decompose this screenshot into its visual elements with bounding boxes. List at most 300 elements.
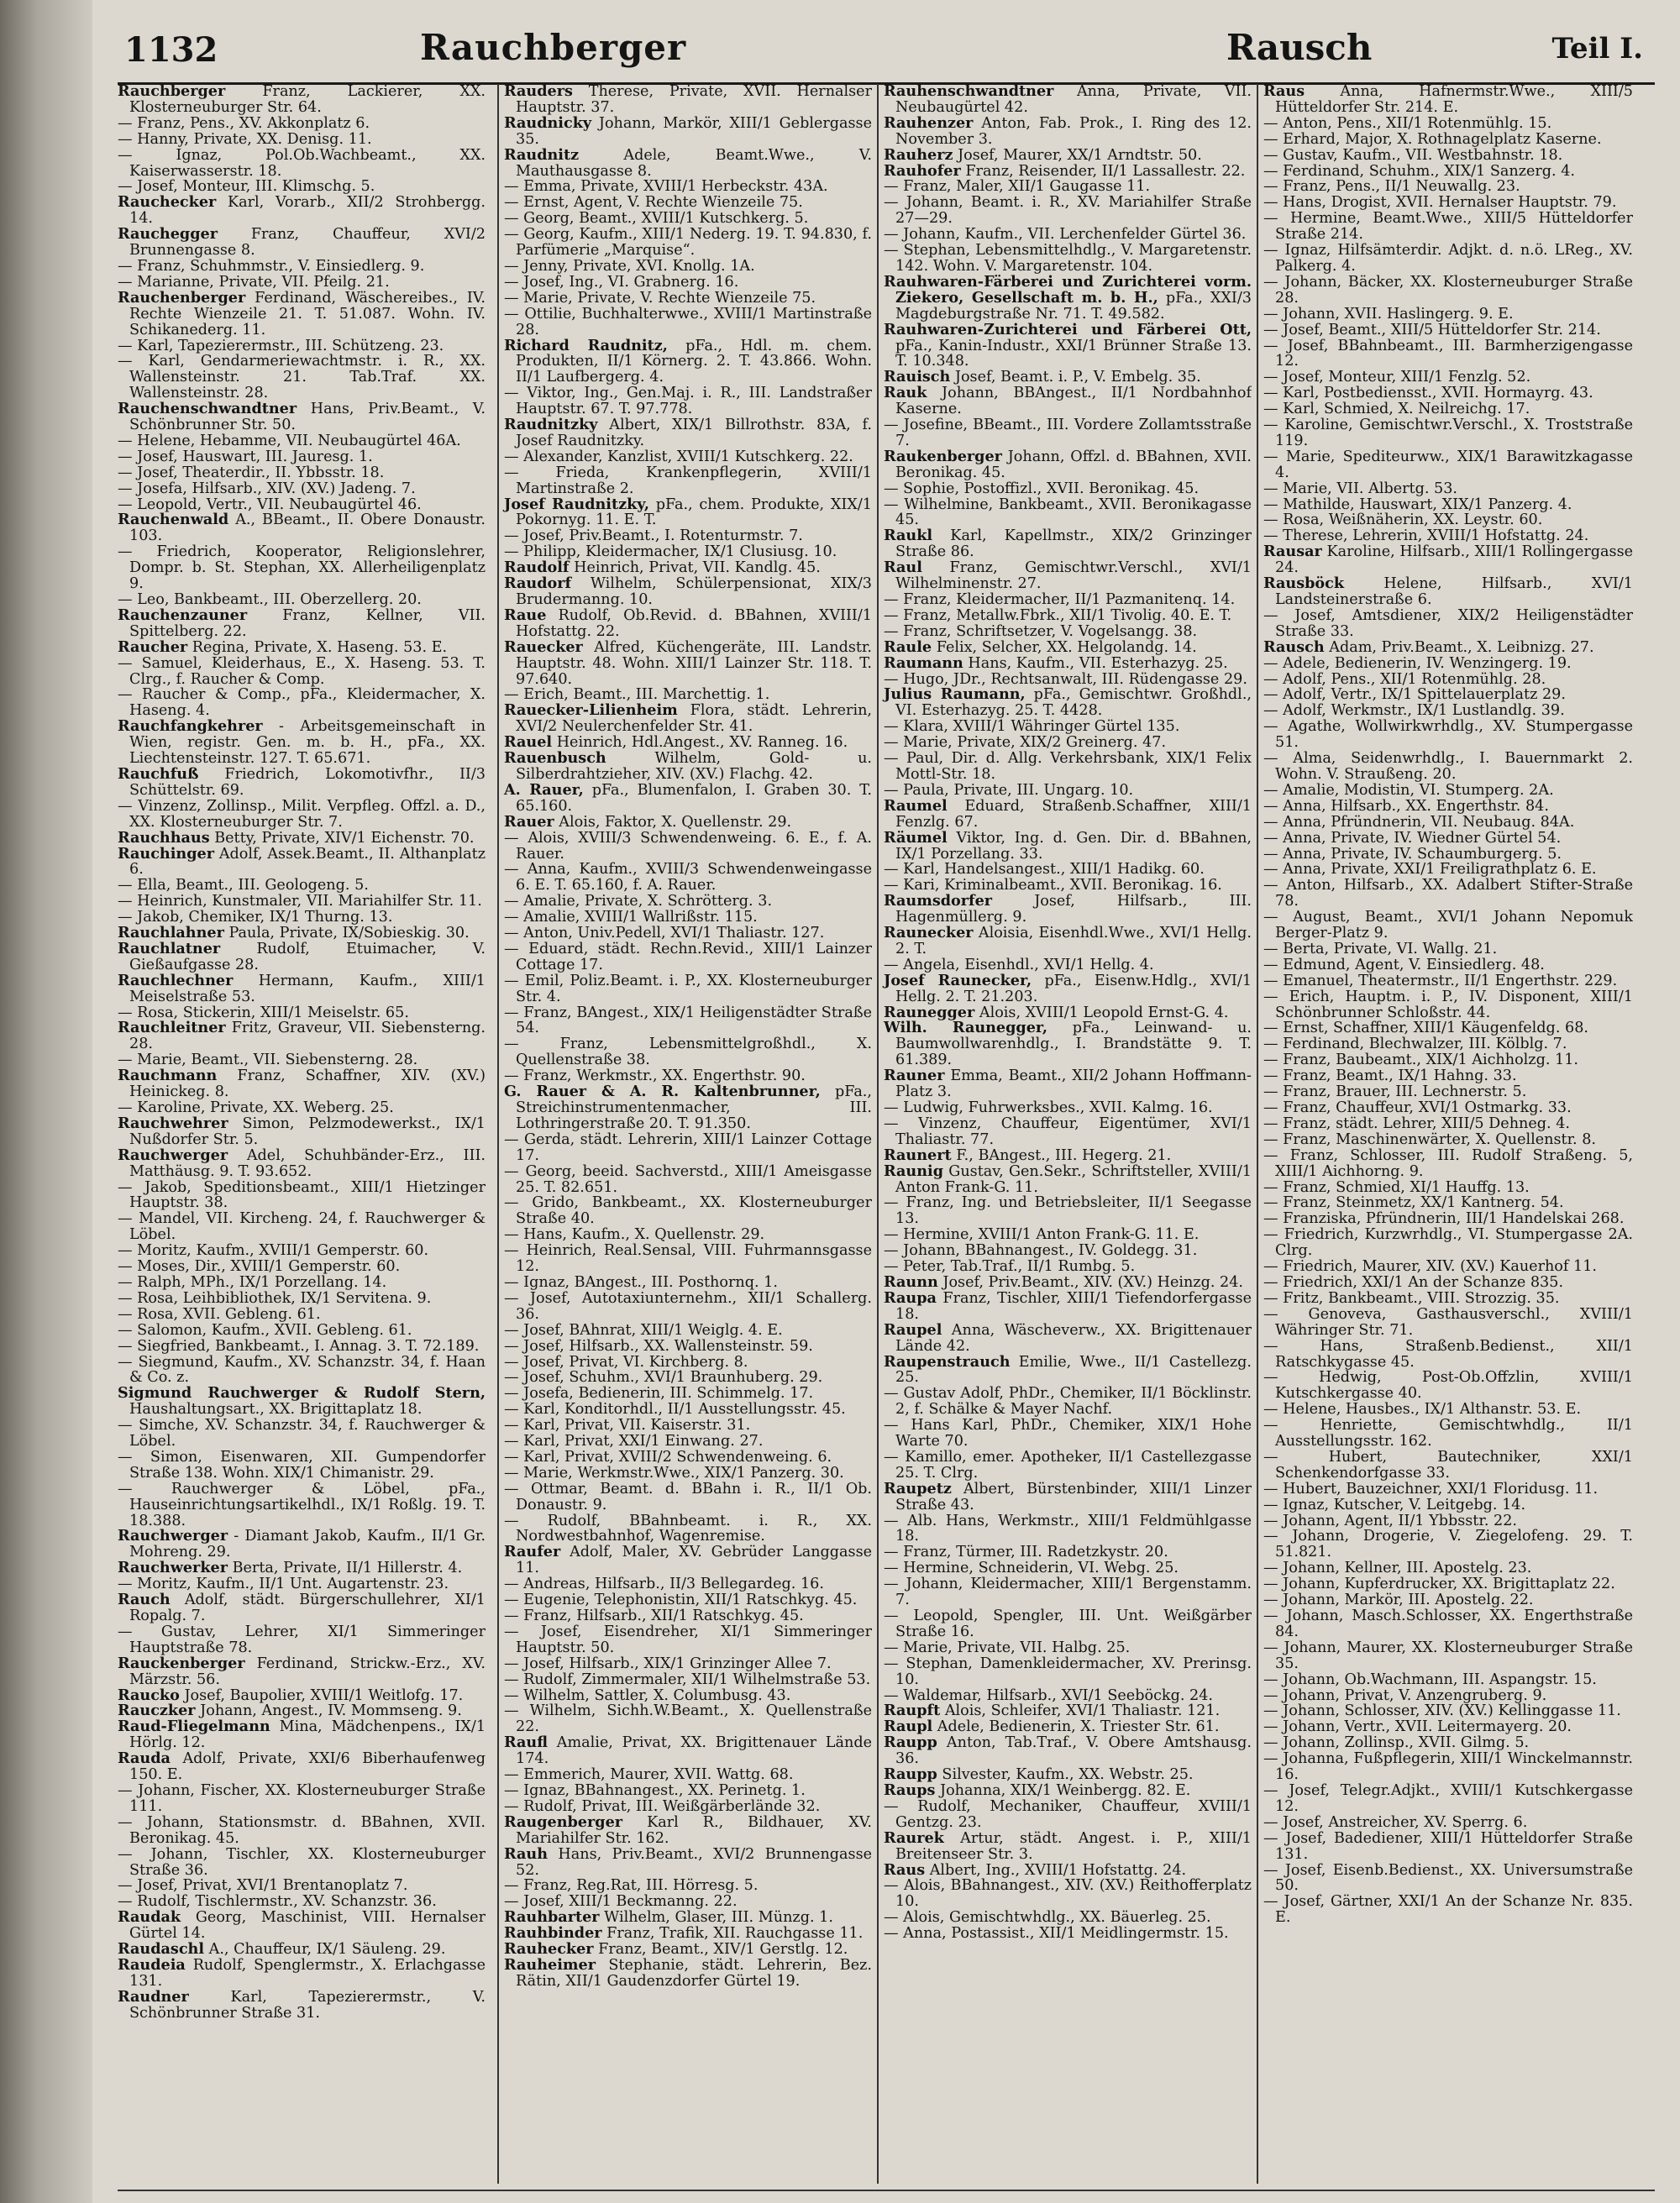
entry-details: — Amalie, Modistin, VI. Stumperg. 2A. — [1263, 781, 1554, 799]
entry-details: — Simon, Eisenwaren, XII. Gumpendorfer Straße 138. Wohn. XIX/1 Chimanistr. 29. — [118, 1448, 486, 1482]
entry-details: Heinrich, Hdl.Angest., XV. Ranneg. 16. — [556, 734, 848, 752]
directory-entry — [118, 608, 486, 640]
right-running-head: Rausch — [1226, 27, 1373, 68]
directory-entry — [504, 338, 872, 386]
directory-entry — [504, 576, 872, 608]
directory-entry — [1263, 1275, 1633, 1291]
directory-entry — [884, 84, 1252, 116]
entry-details: — Therese, Lehrerin, XVIII/1 Hofstattg. 24. — [1263, 527, 1589, 545]
directory-entry — [1263, 1132, 1633, 1148]
entry-surname: Raumel — [884, 796, 948, 815]
entry-details: — Johann, Fischer, XX. Klosterneuburger Straße 111. — [118, 1781, 486, 1815]
directory-entry — [504, 1812, 872, 1847]
directory-entry — [1263, 1084, 1633, 1100]
entry-details: — Eugenie, Telephonistin, XII/1 Ratschkyg. 45. — [504, 1592, 858, 1609]
entry-details: Josef, Baupolier, XVIII/1 Weitlofg. 17. — [184, 1686, 464, 1704]
entry-details: — Johann, Drogerie, V. Ziegelofeng. 29. T. 51.821. — [1263, 1528, 1633, 1561]
directory-entry — [884, 370, 1252, 386]
directory-entry — [884, 1479, 1252, 1513]
directory-entry — [1263, 910, 1633, 942]
entry-surname: Rauk — [884, 384, 927, 402]
entry-details: — Grido, Bankbeamt., XX. Klosterneuburger Straße 40. — [504, 1194, 872, 1228]
entry-details: — Josef, XIII/1 Beckmanng. 22. — [504, 1893, 738, 1911]
entry-surname: Rauecker — [504, 637, 583, 656]
entry-details: — Franz, Beamt., IX/1 Hahng. 33. — [1263, 1067, 1517, 1085]
entry-details: — Franz, Baubeamt., XIX/1 Aichholzg. 11. — [1263, 1052, 1579, 1069]
entry-details: — Friedrich, Maurer, XIV. (XV.) Kauerhof 11. — [1263, 1258, 1597, 1276]
entry-details: Wilhelm, Gold- u. Silberdrahtzieher, XIV. (XV.) Flachg. 42. — [516, 750, 872, 783]
directory-entry — [1263, 1863, 1633, 1895]
entry-surname: Rauchberger — [118, 84, 226, 100]
directory-entry — [1263, 1783, 1633, 1815]
entry-details: — Rudolf, BBahnbeamt. i. R., XX. Nordwestbahnhof, Wagenremise. — [504, 1512, 872, 1545]
column-2 — [497, 84, 872, 2184]
entry-details: A., BBeamt., II. Obere Donaustr. 103. — [129, 511, 486, 545]
entry-surname: Raud-Fliegelmann — [118, 1718, 270, 1736]
entry-details: Anna, Wäscheverw., XX. Brigittenauer Lände 42. — [895, 1321, 1252, 1355]
entry-details: — Salomon, Kaufm., XVII. Gebleng. 61. — [118, 1321, 412, 1339]
entry-details: Johann, Markör, XIII/1 Geblergasse 35. — [516, 114, 872, 148]
entry-surname: Rauenbusch — [504, 749, 606, 768]
entry-details: — Johann, Stationsmstr. d. BBahnen, XVII. Beronikag. 45. — [118, 1813, 486, 1847]
directory-entry — [884, 113, 1252, 148]
entry-surname: Rauchegger — [118, 225, 218, 244]
entry-surname: Raupa — [884, 1288, 937, 1307]
directory-entry — [504, 608, 872, 640]
entry-details: — Sophie, Postoffizl., XVII. Beronikag. 45. — [884, 480, 1200, 497]
entry-details: — Johann, Vertr., XVII. Leitermayerg. 20. — [1263, 1718, 1572, 1736]
directory-entry — [504, 1450, 872, 1466]
entry-details: — Adolf, Pens., XII/1 Rotenmühlg. 28. — [1263, 670, 1546, 688]
entry-details: — Anna, Private, XXI/1 Freiligrathplatz 6. E. — [1263, 861, 1597, 879]
entry-details: Franz, Kellner, VII. Spittelberg. 22. — [129, 606, 486, 640]
directory-entry — [504, 831, 872, 863]
entry-details: — Peter, Tab.Traf., II/1 Rumbg. 5. — [884, 1258, 1136, 1276]
entry-surname: Rausar — [1263, 543, 1322, 561]
entry-details: — Josef, Privat, VI. Kirchberg. 8. — [504, 1353, 748, 1371]
directory-entry — [884, 735, 1252, 751]
entry-surname: Rauer — [504, 812, 554, 831]
entry-surname: Rauecker-Lilienheim — [504, 701, 678, 720]
entry-details: — Anton, Pens., XII/1 Rotenmühlg. 15. — [1263, 114, 1552, 132]
directory-entry — [504, 465, 872, 497]
entry-details: — Franz, Metallw.Fbrk., XII/1 Tivolig. 40. E. T. — [884, 606, 1232, 624]
entry-surname: Rauchenschwandtner — [118, 400, 297, 418]
directory-entry — [1263, 323, 1633, 338]
entry-surname: Räumel — [884, 828, 948, 847]
directory-entry — [884, 1560, 1252, 1576]
directory-entry — [504, 1402, 872, 1418]
entry-surname: Raudorf — [504, 574, 572, 593]
entry-surname: Rauchfangkehrer — [118, 717, 263, 736]
entry-details: — Anna, Private, IV. Schaumburgerg. 5. — [1263, 845, 1562, 863]
directory-entry — [884, 973, 1252, 1005]
bottom-rule — [118, 2190, 1655, 2191]
directory-entry — [1263, 1195, 1633, 1211]
entry-surname: Rauhwaren-Färberei und Zurichterei vorm. Ziekero, Gesellschaft m. b. H., — [884, 272, 1252, 307]
directory-entry — [118, 1386, 486, 1418]
entry-surname: Rauhenschwandtner — [884, 84, 1054, 100]
entry-details: — Franz, Türmer, III. Radetzkystr. 20. — [884, 1544, 1168, 1561]
entry-details: — Franz, Werkmstr., XX. Engerthstr. 90. — [504, 1067, 806, 1085]
entry-surname: Rauchenzauner — [118, 606, 248, 624]
entry-surname: Raus — [884, 1860, 926, 1879]
entry-details: — Mandel, VII. Kircheng. 24, f. Rauchwerger & Löbel. — [118, 1210, 486, 1244]
entry-details: — Rudolf, Mechaniker, Chauffeur, XVIII/1 Gentzg. 23. — [884, 1797, 1252, 1831]
entry-details: — Marie, Werkmstr.Wwe., XIX/1 Panzerg. 30. — [504, 1464, 844, 1482]
directory-entry — [118, 1116, 486, 1148]
entry-details: Aloisia, Eisenhdl.Wwe., XVI/1 Hellg. 2. T. — [895, 925, 1252, 957]
entry-details: pFa., Eisenw.Hdlg., XVI/1 Hellg. 2. T. 21.203. — [895, 972, 1252, 1005]
directory-entry — [504, 259, 872, 275]
directory-entry — [1263, 1020, 1633, 1036]
directory-entry — [1263, 1482, 1633, 1498]
entry-details: pFa., Kanin-Industr., XXI/1 Brünner Straße 13. T. 10.348. — [895, 337, 1252, 370]
directory-entry — [504, 1355, 872, 1371]
entry-details: — Anna, Private, IV. Wiedner Gürtel 54. — [1263, 829, 1562, 847]
directory-entry — [118, 1576, 486, 1592]
directory-entry — [504, 497, 872, 529]
entry-surname: Raupel — [884, 1320, 942, 1339]
entry-details: — Johann, Kupferdrucker, XX. Brigittaplatz 22. — [1263, 1576, 1615, 1593]
entry-details: — Friedrich, Kooperator, Religionslehrer, Dompr. b. St. Stephan, XX. Allerheiligenplatz 9. — [118, 543, 486, 593]
directory-entry — [884, 1513, 1252, 1545]
directory-entry — [884, 227, 1252, 243]
directory-entry — [1263, 417, 1633, 449]
entry-details: Adolf, Maler, XV. Gebrüder Langgasse 11. — [516, 1544, 872, 1577]
entry-details: Mina, Mädchenpens., IX/1 Hörlg. 12. — [129, 1718, 486, 1752]
entry-details: — Karl, Tapezierermstr., III. Schützeng. 23. — [118, 337, 444, 354]
entry-details: — Johann, XVII. Haslingerg. 9. E. — [1263, 305, 1514, 323]
entry-details: — Karl, Handelsangest., XIII/1 Hadikg. 60. — [884, 861, 1205, 879]
directory-entry — [884, 1640, 1252, 1656]
directory-entry — [1263, 544, 1633, 576]
entry-details: Josef, Beamt. i. P., V. Embelg. 35. — [954, 369, 1201, 386]
entry-details: — Anton, Univ.Pedell, XVI/1 Thaliastr. 127. — [504, 925, 825, 942]
entry-details: — Josef, Hilfsarb., XIX/1 Grinzinger Allee 7. — [504, 1655, 832, 1672]
entry-details: — Johann, Schlosser, XIV. (XV.) Kellinggasse 11. — [1263, 1702, 1621, 1720]
directory-entry — [504, 1084, 872, 1132]
directory-entry — [504, 1703, 872, 1735]
entry-surname: Rauchmann — [118, 1067, 218, 1085]
directory-entry — [884, 751, 1252, 783]
entry-details: — Josefa, Hilfsarb., XIV. (XV.) Jadeng. 7. — [118, 480, 416, 497]
entry-details: — Ralph, MPh., IX/1 Porzellang. 14. — [118, 1273, 387, 1291]
directory-entry — [1263, 1036, 1633, 1052]
directory-entry — [1263, 799, 1633, 815]
entry-details: — Karl, Privat, VII. Kaiserstr. 31. — [504, 1417, 751, 1435]
directory-entry — [118, 354, 486, 401]
entry-surname: Raufer — [504, 1543, 561, 1561]
directory-entry — [1263, 1116, 1633, 1132]
entry-surname: Raucko — [118, 1686, 180, 1704]
entry-details: Adolf, städt. Bürgerschullehrer, XI/1 Ropalg. 7. — [129, 1592, 486, 1624]
directory-entry — [118, 227, 486, 259]
entry-details: Georg, Maschinist, VIII. Hernalser Gürtel 14. — [129, 1909, 486, 1943]
entry-details: — Josef, Beamt., XIII/5 Hütteldorfer Str. 214. — [1263, 321, 1601, 338]
entry-details: — Franz, Reg.Rat, III. Hörresg. 5. — [504, 1877, 759, 1895]
entry-details: Flora, städt. Lehrerin, XVI/2 Neulerchenfelder Str. 41. — [516, 702, 872, 736]
directory-entry — [504, 942, 872, 973]
directory-entry — [118, 764, 486, 799]
directory-entry — [1263, 307, 1633, 323]
entry-surname: Rausch — [1263, 637, 1325, 656]
entry-details: — Klara, XVIII/1 Währinger Gürtel 135. — [884, 718, 1180, 736]
entry-details: Rudolf, Etuimacher, V. Gießaufgasse 28. — [129, 940, 486, 973]
directory-entry — [504, 894, 872, 910]
directory-entry — [1263, 1259, 1633, 1275]
directory-entry — [884, 1735, 1252, 1767]
directory-entry — [118, 1275, 486, 1291]
directory-entry — [884, 894, 1252, 926]
entry-details: — Franz, BAngest., XIX/1 Heiligenstädter Straße 54. — [504, 1004, 872, 1037]
entry-details: Hans, Kaufm., VII. Esterhazyg. 25. — [968, 654, 1228, 672]
directory-entry — [504, 1735, 872, 1767]
entry-details: pFa., chem. Produkte, XIX/1 Pokornyg. 11. E. T. — [516, 496, 872, 529]
directory-entry — [118, 1180, 486, 1212]
entry-details: — Karl, Privat, XVIII/2 Schwendenweing. 6. — [504, 1448, 832, 1466]
directory-entry — [118, 1751, 486, 1783]
directory-entry — [1263, 1052, 1633, 1068]
directory-entry — [118, 1955, 486, 1990]
directory-entry — [884, 1608, 1252, 1640]
entry-details: Karl R., Bildhauer, XV. Mariahilfer Str. 162. — [516, 1813, 872, 1847]
directory-entry — [884, 1195, 1252, 1227]
entry-details: — Hans Karl, PhDr., Chemiker, XIX/1 Hohe Warte 70. — [884, 1417, 1252, 1450]
directory-entry — [1263, 1529, 1633, 1560]
directory-entry — [1263, 84, 1633, 116]
directory-entry — [1263, 243, 1633, 275]
entry-details: — Hanny, Private, XX. Denisg. 11. — [118, 130, 372, 148]
directory-entry — [504, 449, 872, 465]
directory-entry — [1263, 1608, 1633, 1640]
entry-details: Franz, Chauffeur, XVI/2 Brunnengasse 8. — [129, 226, 486, 260]
entry-details: — Karl, Privat, XXI/1 Einwang. 27. — [504, 1433, 764, 1450]
entry-details: — Johanna, Fußpflegerin, XIII/1 Winckelmannstr. 16. — [1263, 1750, 1633, 1784]
entry-details: — Ignaz, BBahnangest., XX. Perinetg. 1. — [504, 1781, 806, 1799]
directory-entry — [884, 687, 1252, 719]
directory-entry — [504, 1672, 872, 1688]
directory-entry — [1263, 338, 1633, 370]
entry-surname: Rauhofer — [884, 161, 961, 180]
entry-details: — Moritz, Kaufm., II/1 Unt. Augartenstr. 23. — [118, 1576, 449, 1593]
directory-entry — [1263, 1672, 1633, 1688]
entry-surname: Rauchleitner — [118, 1019, 226, 1037]
entry-details: Adele, Bedienerin, X. Triester Str. 61. — [937, 1718, 1220, 1736]
entry-details: — Friedrich, XXI/1 An der Schanze 835. — [1263, 1273, 1564, 1291]
entry-details: — Anna, Postassist., XII/1 Meidlingermstr. 15. — [884, 1925, 1229, 1943]
directory-entry — [118, 338, 486, 354]
entry-details: — Fritz, Bankbeamt., VIII. Strozzig. 35. — [1263, 1289, 1560, 1307]
entry-details: Alfred, Küchengeräte, III. Landstr. Hauptstr. 48. Wohn. XIII/1 Lainzer Str. 118. T. 97.640. — [516, 638, 872, 688]
entry-details: — Moritz, Kaufm., XVIII/1 Gemperstr. 60. — [118, 1242, 429, 1260]
directory-entry — [504, 179, 872, 195]
entry-details: — Josef, Amtsdiener, XIX/2 Heiligenstädter Straße 33. — [1263, 606, 1633, 640]
entry-details: Heinrich, Privat, VII. Kandlg. 45. — [574, 559, 821, 577]
entry-surname: Raue — [504, 606, 547, 624]
entry-details: — Gerda, städt. Lehrerin, XIII/1 Lainzer Cottage 17. — [504, 1130, 872, 1164]
entry-details: — Johann, Masch.Schlosser, XX. Engerthstraße 84. — [1263, 1608, 1633, 1640]
entry-details: — Frieda, Krankenpflegerin, XVIII/1 Martinstraße 2. — [504, 464, 872, 497]
entry-details: — Hans, Drogist, XVII. Hernalser Hauptstr. 79. — [1263, 194, 1617, 212]
entry-details: — Gustav Adolf, PhDr., Chemiker, II/1 Böcklinstr. 2, f. Schälke & Mayer Nachf. — [884, 1385, 1252, 1419]
entry-details: Amalie, Privat, XX. Brigittenauer Lände 174. — [516, 1734, 872, 1768]
entry-details: — Adolf, Vertr., IX/1 Spittelauerplatz 29. — [1263, 686, 1566, 704]
entry-details: — Franz, Schmied, XI/1 Hauffg. 13. — [1263, 1178, 1530, 1196]
directory-entry — [118, 1259, 486, 1275]
entry-details: — Josef, Monteur, XIII/1 Fenzlg. 52. — [1263, 369, 1531, 386]
entry-details: — Kari, Kriminalbeamt., XVII. Beronikag. 16. — [884, 877, 1222, 894]
entry-surname: Rauchfuß — [118, 764, 199, 783]
entry-surname: Raumann — [884, 653, 963, 672]
entry-surname: Rauchlahner — [118, 924, 224, 942]
entry-details: — Jakob, Speditionsbeamt., XIII/1 Hietzinger Hauptstr. 38. — [118, 1178, 486, 1212]
entry-surname: Raudeia — [118, 1955, 186, 1974]
part-label: Teil I. — [1551, 32, 1643, 66]
entry-details: Anton, Fab. Prok., I. Ring des 12. November 3. — [895, 114, 1252, 148]
entry-surname: Rauel — [504, 733, 553, 752]
entry-surname: Rauchwerger — [118, 1146, 228, 1164]
entry-details: Franz, Beamt., XIV/1 Gerstlg. 12. — [598, 1941, 848, 1959]
directory-entry — [118, 1847, 486, 1879]
entry-details: Adolf, Private, XXI/6 Biberhaufenweg 150. E. — [129, 1750, 486, 1784]
entry-details: — Gustav, Kaufm., VII. Westbahnstr. 18. — [1263, 146, 1563, 164]
entry-details: — Siegfried, Bankbeamt., I. Annag. 3. T. 72.189. — [118, 1337, 480, 1355]
entry-surname: Raudaschl — [118, 1940, 205, 1959]
directory-entry — [1263, 608, 1633, 640]
entry-details: — Johann, Tischler, XX. Klosterneuburger Straße 36. — [118, 1845, 486, 1879]
entry-surname: Rauh — [504, 1844, 549, 1863]
entry-details: — Marie, Private, VII. Halbg. 25. — [884, 1639, 1131, 1656]
directory-entry — [884, 1227, 1252, 1243]
directory-entry — [1263, 164, 1633, 180]
directory-entry — [884, 1828, 1252, 1863]
directory-entry — [884, 1020, 1252, 1068]
directory-entry — [1263, 132, 1633, 148]
entry-surname: Rauherz — [884, 145, 953, 164]
entry-details: — Wilhelm, Sattler, X. Columbusg. 43. — [504, 1686, 791, 1704]
directory-entry — [118, 132, 486, 148]
entry-details: — Helene, Hebamme, VII. Neubaugürtel 46A. — [118, 432, 461, 449]
book-spine — [0, 0, 92, 2203]
directory-entry — [1263, 195, 1633, 211]
entry-surname: Rauisch — [884, 368, 951, 386]
directory-entry — [504, 1036, 872, 1068]
entry-details: — Stephan, Lebensmittelhdlg., V. Margaretenstr. 142. Wohn. V. Margaretenstr. 104. — [884, 242, 1252, 275]
entry-details: Betty, Private, XIV/1 Eichenstr. 70. — [214, 829, 475, 847]
directory-entry — [118, 259, 486, 275]
directory-entry — [504, 1164, 872, 1196]
directory-entry — [1263, 1894, 1633, 1926]
directory-entry — [504, 275, 872, 291]
directory-entry — [504, 1783, 872, 1799]
entry-details: — Mathilde, Hauswart, XIX/1 Panzerg. 4. — [1263, 496, 1572, 513]
entry-surname: Rauchhaus — [118, 828, 210, 847]
directory-entry — [1263, 497, 1633, 513]
directory-entry — [884, 243, 1252, 275]
entry-details: Felix, Selcher, XX. Helgolandg. 14. — [936, 638, 1197, 656]
entry-details: Adele, Beamt.Wwe., V. Mauthausgasse 8. — [516, 146, 872, 180]
directory-entry — [118, 1243, 486, 1259]
directory-entry — [118, 939, 486, 973]
directory-entry — [504, 1688, 872, 1704]
directory-entry — [504, 1370, 872, 1386]
entry-surname: Raudak — [118, 1908, 181, 1927]
directory-entry — [118, 116, 486, 132]
entry-details: pFa., Leinwand- u. Baumwollwarenhdlg., I. Brandstätte 9. T. 61.389. — [895, 1020, 1252, 1069]
entry-details: — Johann, Maurer, XX. Klosterneuburger Straße 35. — [1263, 1639, 1633, 1672]
entry-surname: Rauheimer — [504, 1955, 596, 1974]
directory-entry — [884, 1259, 1252, 1275]
entry-details: — Karl, Konditorhdl., II/1 Ausstellungsstr. 45. — [504, 1401, 846, 1419]
directory-entry — [118, 799, 486, 831]
directory-entry — [884, 1767, 1252, 1783]
entry-surname: Rauchlatner — [118, 939, 221, 957]
directory-entry — [884, 1926, 1252, 1942]
directory-entry — [884, 1288, 1252, 1323]
directory-entry — [504, 211, 872, 227]
entry-surname: Raupp — [884, 1734, 937, 1752]
entry-details: — Josef, Theaterdir., II. Ybbsstr. 18. — [118, 464, 385, 481]
directory-entry — [1263, 1307, 1633, 1339]
directory-entry — [884, 1799, 1252, 1831]
entry-details: — Josef, Autotaxiunternehm., XII/1 Schallerg. 36. — [504, 1289, 872, 1323]
directory-entry — [504, 780, 872, 815]
entry-details: — Leopold, Spengler, III. Unt. Weißgärber Straße 16. — [884, 1608, 1252, 1640]
directory-entry — [118, 465, 486, 481]
directory-entry — [118, 1291, 486, 1307]
directory-entry — [1263, 481, 1633, 497]
directory-entry — [504, 1466, 872, 1482]
entry-details: — Adele, Bedienerin, IV. Wenzingerg. 19. — [1263, 654, 1572, 672]
entry-details: Anton, Tab.Traf., V. Obere Amtshausg. 36. — [895, 1734, 1252, 1768]
entry-details: — Josef, Privat, XVI/1 Brentanoplatz 7. — [118, 1877, 408, 1895]
entry-details: Artur, städt. Angest. i. P., XIII/1 Breitenseer Str. 3. — [895, 1829, 1252, 1863]
directory-entry — [504, 528, 872, 544]
directory-entry — [884, 1860, 1252, 1879]
entry-details: — Emil, Poliz.Beamt. i. P., XX. Klosterneuburger Str. 4. — [504, 972, 872, 1005]
directory-entry — [118, 687, 486, 719]
entry-details: — Franz, Hilfsarb., XII/1 Ratschkyg. 45. — [504, 1608, 804, 1624]
directory-entry — [118, 878, 486, 894]
directory-entry — [504, 291, 872, 307]
entry-surname: Rauchenwald — [118, 511, 229, 529]
directory-entry — [1263, 862, 1633, 878]
entry-surname: Raudnitz — [504, 145, 580, 164]
directory-entry — [118, 1148, 486, 1180]
entry-details: — Georg, Kaufm., XIII/1 Nederg. 19. T. 94.830, f. Parfümerie „Marquise“. — [504, 226, 872, 260]
directory-entry — [504, 926, 872, 942]
entry-details: pFa., Streichinstrumentenmacher, III. Lothringerstraße 20. T. 91.350. — [516, 1083, 872, 1132]
entry-details: — Ella, Beamt., III. Geologeng. 5. — [118, 877, 369, 894]
directory-entry — [1263, 1751, 1633, 1783]
entry-details: Anna, Hafnermstr.Wwe., XIII/5 Hütteldorfer Str. 214. E. — [1275, 84, 1633, 116]
directory-entry — [118, 512, 486, 544]
entry-details: — Franz, Brauer, III. Lechnerstr. 5. — [1263, 1083, 1527, 1101]
directory-entry — [118, 1878, 486, 1894]
entry-details: — Karl, Postbediensst., XVII. Hormayrg. 43. — [1263, 385, 1593, 402]
directory-entry — [884, 1068, 1252, 1100]
directory-entry — [504, 1576, 872, 1592]
directory-entry — [118, 481, 486, 497]
entry-details: — Friedrich, Kurzwrhdlg., VI. Stumpergasse 2A. Clrg. — [1263, 1226, 1633, 1260]
entry-details: Helene, Hilfsarb., XVI/1 Landsteinerstraße 6. — [1275, 575, 1633, 608]
directory-entry — [1263, 401, 1633, 417]
directory-entry — [1263, 179, 1633, 195]
entry-details: - Arbeitsgemeinschaft in Wien, registr. Gen. m. b. H., pFa., XX. Liechtensteinstr. 127. T. 65.671. — [129, 718, 486, 768]
directory-entry — [118, 148, 486, 180]
entry-details: — Johann, Beamt. i. R., XV. Mariahilfer Straße 27—29. — [884, 194, 1252, 228]
